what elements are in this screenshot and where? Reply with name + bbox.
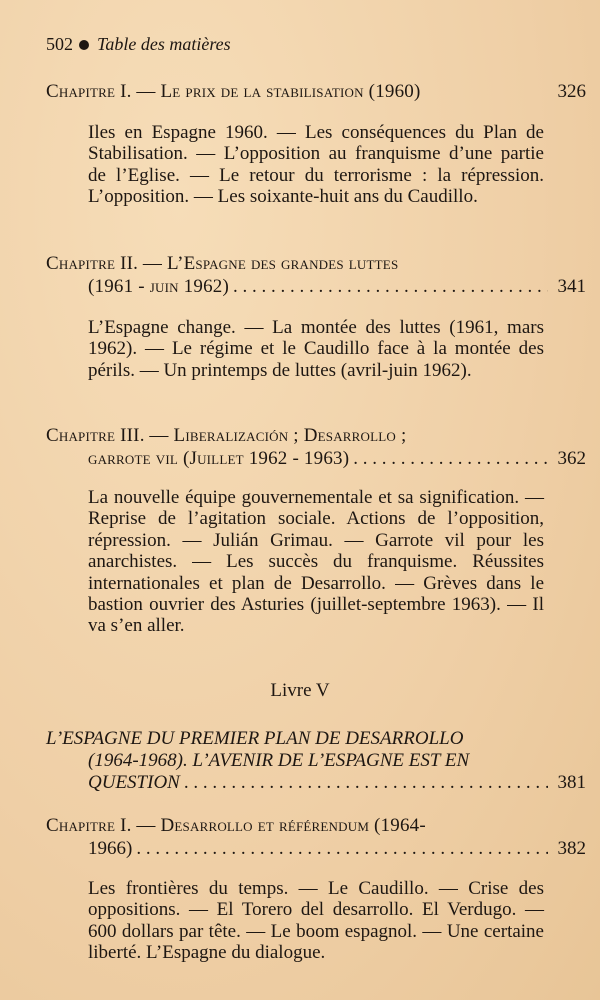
part-title-line: L’ESPAGNE DU PREMIER PLAN DE DESARROLLO [46,728,464,749]
chapter-page: 382 [557,838,586,859]
chapter-title-cont: garrote vil (Juillet 1962 - 1963) [88,448,350,469]
toc-entry-chapitre-3 [46,424,586,470]
chapter-title: — Desarrollo et référendum (1964- [136,815,426,836]
leader-dots [353,447,547,470]
chapter-page: 341 [557,276,586,297]
chapter-title-cont: (1961 - juin 1962) [88,276,229,297]
chapter-label: Chapitre III. [46,425,145,446]
chapter-label: Chapitre I. [46,815,132,836]
bullet-icon [79,40,89,50]
part-title-line: QUESTION [88,772,180,793]
running-head [46,34,231,55]
toc-entry-chapitre-2 [46,252,586,298]
chapter-summary: Les frontières du temps. — Le Caudillo. — Crise des oppositions. — El Torero del desarrollo. El Verdugo. — 600 dollars par tête. — Le boom espagnol. — Une certaine liberté. L’Espagne du dialogue. [88,878,544,964]
livre-heading: Livre V [270,680,330,701]
part-page: 381 [557,772,586,793]
leader-dots [184,772,548,795]
part-title [46,728,586,795]
part-title-line: (1964-1968). L’AVENIR DE L’ESPAGNE EST EN [88,750,470,771]
chapter-label: Chapitre II. [46,253,139,274]
chapter-label: Chapitre I. [46,81,132,102]
chapter-summary: Iles en Espagne 1960. — Les conséquences du Plan de Stabilisation. — L’opposition au franquisme d’une partie de l’Eglise. — Le retour du terrorisme : la répression. L’opposition. — Les soixante-huit ans du Caudillo. [88,122,544,208]
chapter-title: — L’Espagne des grandes luttes [142,253,399,274]
page-number: 502 [46,34,73,54]
leader-dots [233,275,548,298]
chapter-page: 362 [557,448,586,469]
running-head-title: Table des matières [97,34,231,54]
toc-entry-chapitre-1 [46,80,586,103]
chapter-title: — Liberalización ; Desarrollo ; [149,425,407,446]
chapter-page: 326 [557,81,586,102]
chapter-summary: L’Espagne change. — La montée des luttes (1961, mars 1962). — Le régime et le Caudillo face à la montée des périls. — Un printemps de luttes (avril-juin 1962). [88,317,544,381]
toc-entry-chapitre-1-livre-5 [46,814,586,860]
chapter-title: — Le prix de la stabilisation (1960) [136,81,421,102]
chapter-summary: La nouvelle équipe gouvernementale et sa signification. — Reprise de l’agitation sociale. Actions de l’opposition, répression. — Julián Grimau. — Garrote vil pour les anarchistes. — Les succès du franquisme. Réussites internationales et plan de Desarrollo. — Grèves dans le bastion ouvrier des Asturies (juillet-septembre 1963). — Il va s’en aller. [88,487,544,637]
chapter-title-cont: 1966) [88,838,133,859]
leader-dots [136,837,547,860]
